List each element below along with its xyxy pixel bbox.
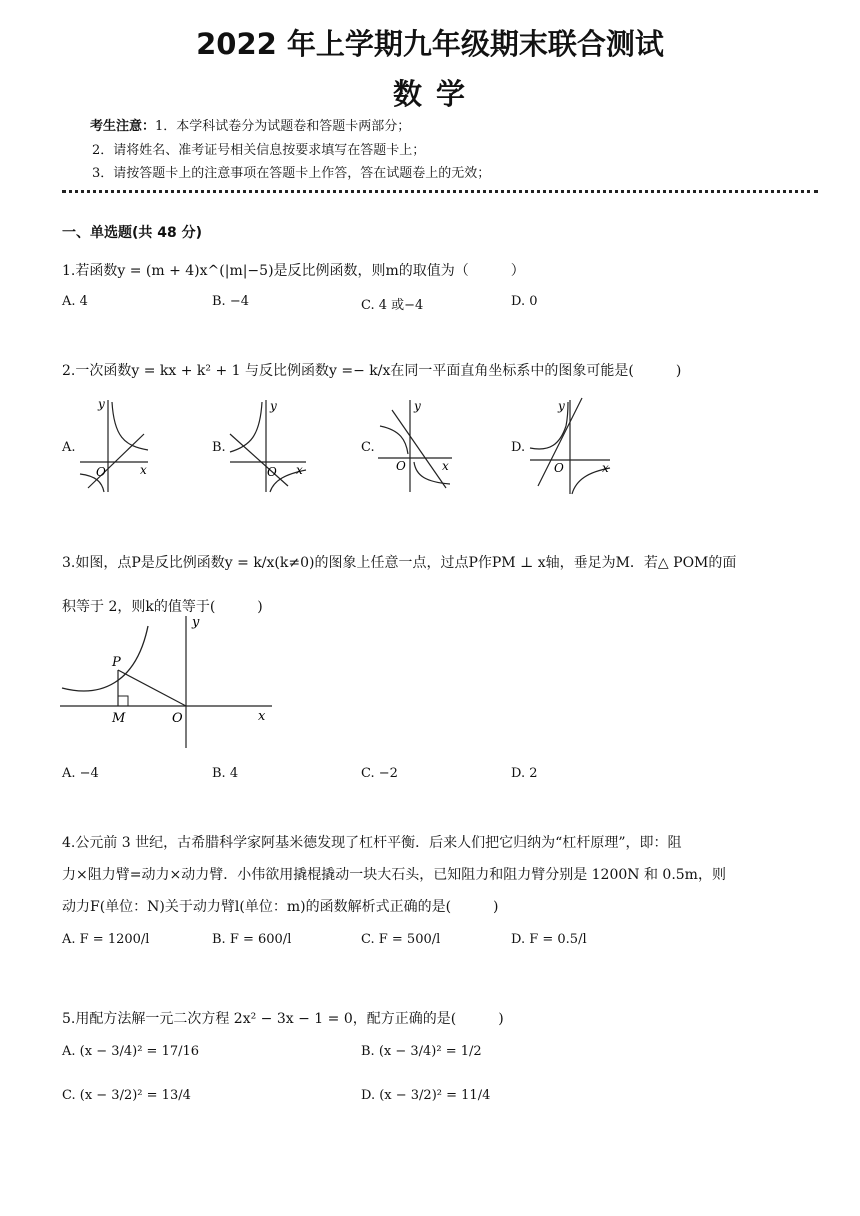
- q2-graph-b: [226, 396, 308, 494]
- q2c-origin-label: O: [396, 459, 406, 473]
- q3-figure: [60, 614, 275, 754]
- q2-option-b[interactable]: B.: [212, 440, 226, 455]
- q5-option-b[interactable]: B. (x − 3/4)² = 1/2: [361, 1044, 482, 1059]
- notice-line-3: 3．请按答题卡上的注意事项在答题卡上作答，答在试题卷上的无效；: [92, 166, 491, 181]
- notice-lead: 考生注意：: [90, 119, 156, 134]
- notice-line-1: [90, 115, 410, 134]
- q2-option-c[interactable]: C.: [361, 440, 375, 455]
- subject-title: 数 学: [392, 77, 468, 111]
- question-2-stem: 2.一次函数y = kx + k² + 1 与反比例函数y =− k/x在同一平面直角坐标系中的图象可能是( ): [62, 363, 682, 379]
- q2a-origin-label: O: [96, 465, 106, 479]
- q2b-x-label: x: [296, 463, 303, 477]
- q4-option-a[interactable]: A. F = 1200/l: [62, 932, 150, 947]
- notice-text-1: 1．本学科试卷分为试题卷和答题卡两部分；: [155, 119, 411, 134]
- q2b-origin-label: O: [267, 465, 277, 479]
- section-title: 一、单选题(共 48 分): [62, 225, 203, 241]
- question-3-stem-line-1: 3.如图，点P是反比例函数y = k/x(k≠0)的图象上任意一点，过点P作PM ⊥ x轴，垂足为M．若△ POM的面: [62, 555, 737, 571]
- q2c-y-label: y: [414, 399, 421, 413]
- q2-graph-d: [526, 396, 612, 496]
- q2b-y-label: y: [270, 399, 277, 413]
- q2-option-a[interactable]: A.: [62, 440, 76, 455]
- question-5-stem: 5.用配方法解一元二次方程 2x² − 3x − 1 = 0，配方正确的是( ): [62, 1011, 504, 1027]
- q4-option-c[interactable]: C. F = 500/l: [361, 932, 441, 947]
- dotted-divider: [62, 190, 818, 193]
- question-3-stem-line-2: 积等于 2，则k的值等于( ): [62, 599, 263, 615]
- q4-option-b[interactable]: B. F = 600/l: [212, 932, 292, 947]
- q3-label-x: x: [258, 709, 266, 724]
- q2c-x-label: x: [442, 459, 449, 473]
- q5-option-c[interactable]: C. (x − 3/2)² = 13/4: [62, 1088, 191, 1103]
- q3-option-d[interactable]: D. 2: [511, 766, 538, 781]
- exam-title: 2022 年上学期九年级期末联合测试: [196, 27, 664, 61]
- q2a-y-label: y: [98, 397, 105, 411]
- q1-option-a[interactable]: A. 4: [62, 294, 88, 309]
- q2a-x-label: x: [140, 463, 147, 477]
- q2-graph-c: [374, 396, 454, 494]
- q3-option-a[interactable]: A. −4: [62, 766, 99, 781]
- q5-option-a[interactable]: A. (x − 3/4)² = 17/16: [62, 1044, 200, 1059]
- q3-option-b[interactable]: B. 4: [212, 766, 239, 781]
- question-1-stem: 1.若函数y = (m + 4)x^(|m|−5)是反比例函数，则m的取值为（ ）: [62, 263, 525, 279]
- q3-label-y: y: [192, 615, 200, 630]
- q3-label-o: O: [172, 711, 183, 726]
- q2d-x-label: x: [602, 461, 609, 475]
- q1-option-c[interactable]: C. 4 或−4: [361, 298, 424, 313]
- question-4-stem-line-2: 力×阻力臂=动力×动力臂．小伟欲用撬棍撬动一块大石头，已知阻力和阻力臂分别是 1200N 和 0.5m，则: [62, 867, 726, 883]
- q2-graph-a: [78, 396, 150, 494]
- q2-option-d[interactable]: D.: [511, 440, 526, 455]
- q1-option-d[interactable]: D. 0: [511, 294, 538, 309]
- q2d-y-label: y: [558, 399, 565, 413]
- q2d-origin-label: O: [554, 461, 564, 475]
- q4-option-d[interactable]: D. F = 0.5/l: [511, 932, 587, 947]
- notice-line-2: 2．请将姓名、准考证号相关信息按要求填写在答题卡上；: [92, 143, 426, 158]
- question-4-stem-line-1: 4.公元前 3 世纪，古希腊科学家阿基米德发现了杠杆平衡．后来人们把它归纳为“杠杆原理”，即：阻: [62, 835, 682, 851]
- q5-option-d[interactable]: D. (x − 3/2)² = 11/4: [361, 1088, 491, 1103]
- q1-option-b[interactable]: B. −4: [212, 294, 249, 309]
- q3-label-m: M: [112, 711, 126, 726]
- q3-label-p: P: [112, 655, 121, 670]
- q3-option-c[interactable]: C. −2: [361, 766, 398, 781]
- question-4-stem-line-3: 动力F(单位：N)关于动力臂l(单位：m)的函数解析式正确的是( ): [62, 899, 499, 915]
